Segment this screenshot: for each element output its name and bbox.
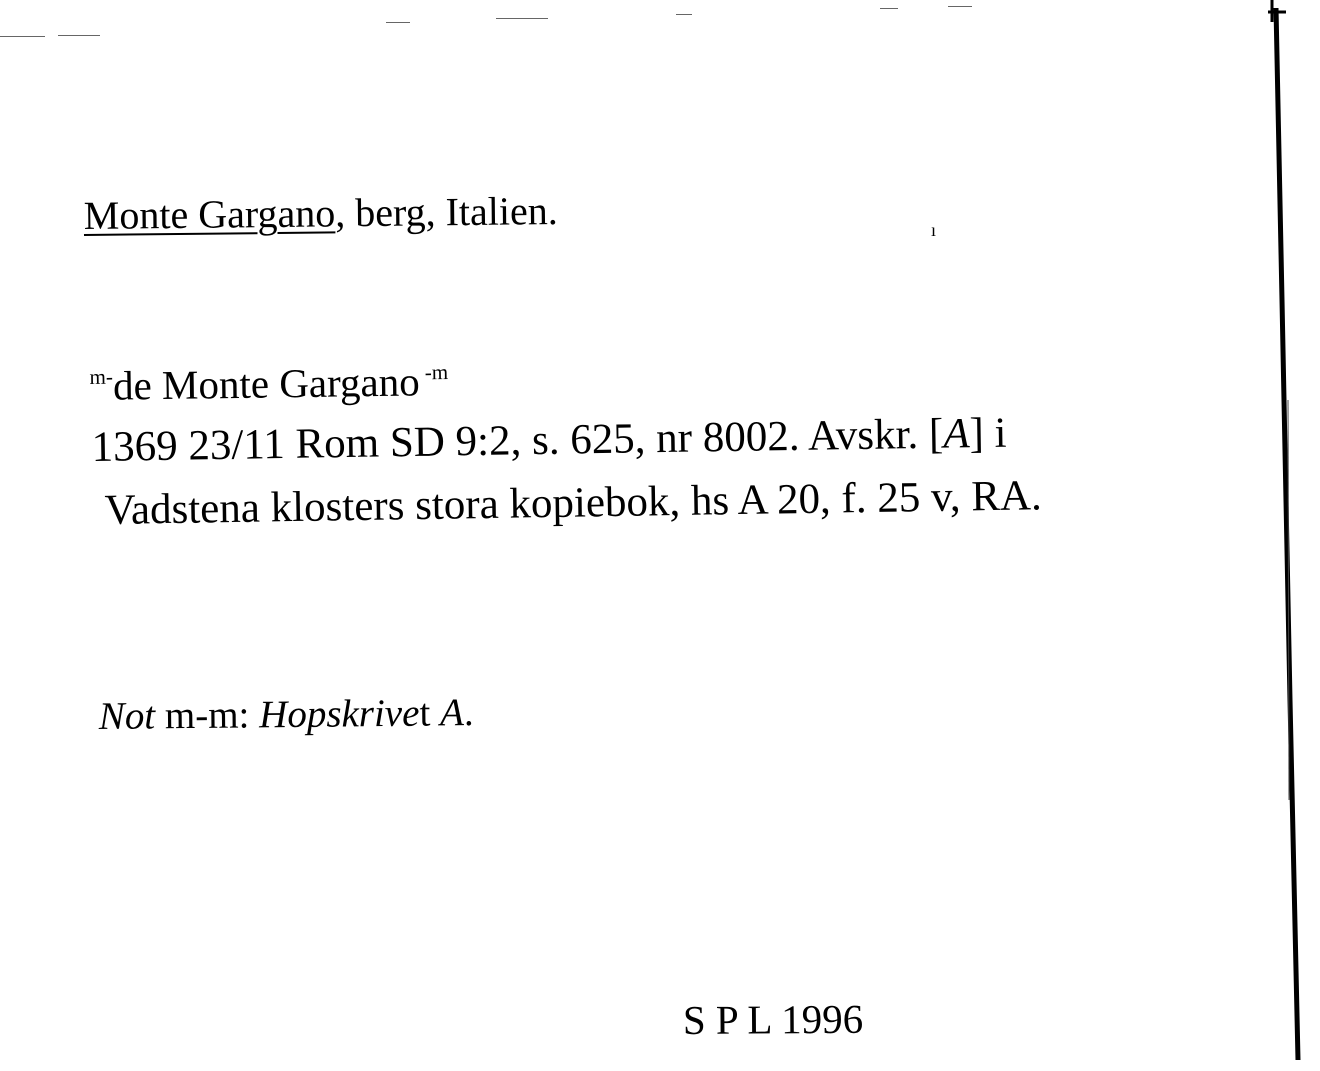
editorial-note xyxy=(99,693,474,736)
scan-edge xyxy=(1268,0,1318,1071)
source-ref-tail: ] i xyxy=(969,409,1007,458)
attested-form xyxy=(89,358,449,409)
note-range: m-m: xyxy=(154,693,260,738)
note-end: . xyxy=(463,691,474,735)
note-siglum: A xyxy=(439,691,465,735)
form-marker-close: -m xyxy=(419,359,449,385)
scan-speck xyxy=(676,14,692,15)
scan-speck xyxy=(496,18,548,19)
scan-speck xyxy=(386,22,410,23)
place-name: Monte Gargano xyxy=(83,190,336,238)
source-reference-line-2: Vadstena klosters stora kopiebok, hs A 20, f. 25 v, RA. xyxy=(104,472,1043,534)
source-ref-text: 1369 23/11 Rom SD 9:2, s. 625, nr 8002. Avskr. [ xyxy=(91,410,944,471)
entry-heading xyxy=(83,188,558,238)
scan-speck xyxy=(0,36,45,37)
note-text-end: t xyxy=(419,691,441,735)
scan-speck xyxy=(948,6,972,7)
source-reference-line-1 xyxy=(91,409,1007,471)
manuscript-siglum: A xyxy=(942,410,970,458)
form-text: de Monte Gargano xyxy=(112,358,420,409)
note-label: Not xyxy=(98,694,156,738)
note-text: Hopskrive xyxy=(258,691,420,737)
form-marker-open: m- xyxy=(89,364,114,390)
signature: S P L 1996 xyxy=(682,995,864,1043)
stray-mark: ı xyxy=(931,220,937,240)
place-description: , berg, Italien. xyxy=(334,188,558,236)
scan-speck xyxy=(58,35,100,36)
scan-speck xyxy=(880,8,898,9)
